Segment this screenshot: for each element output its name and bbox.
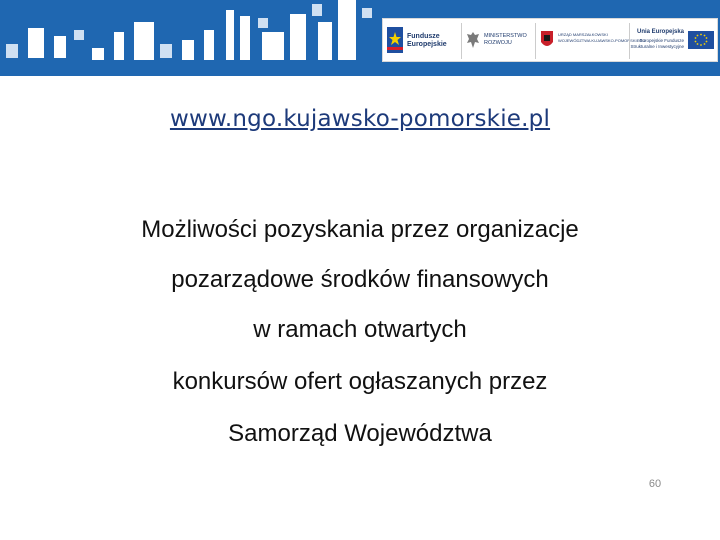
header-decor-square (240, 16, 250, 60)
eu-logo-line2: Europejskie Fundusze (639, 38, 684, 43)
header-decor-square (6, 44, 18, 58)
region-logo-line2: WOJEWÓDZTWA KUJAWSKO-POMORSKIEGO (558, 38, 646, 43)
partner-logos-strip (382, 18, 718, 62)
page-number: 60 (648, 478, 662, 490)
fundusze-europejskie-logo (387, 23, 457, 59)
unia-europejska-logo (629, 23, 716, 59)
eu-flag-icon (688, 31, 714, 49)
header-band (0, 0, 720, 76)
ministry-logo-line1: MINISTERSTWO (484, 33, 527, 39)
header-decor-square (134, 22, 154, 60)
fe-star-icon (387, 27, 403, 53)
header-decor-square (362, 8, 372, 18)
body-text-line-2: pozarządowe środków finansowych (171, 266, 549, 293)
body-text-line-1: Możliwości pozyskania przez organizacje (141, 216, 579, 243)
region-logo (535, 23, 646, 59)
header-decor-square (74, 30, 84, 40)
header-decor-square (312, 4, 322, 16)
fe-logo-line1: Fundusze (407, 33, 440, 40)
website-link[interactable]: www.ngo.kujawsko-pomorskie.pl (169, 106, 551, 132)
body-text-line-3: w ramach otwartych (253, 316, 467, 343)
header-decor-square (28, 28, 44, 58)
ministry-logo-line2: ROZWOJU (484, 40, 512, 46)
fe-logo-line2: Europejskie (407, 41, 447, 48)
body-text-line-4: konkursów ofert ogłaszanych przez (172, 368, 548, 395)
ministerstwo-logo (461, 23, 532, 59)
header-decor-square (226, 10, 234, 60)
header-decor-square (160, 44, 172, 58)
eu-logo-line1: Unia Europejska (636, 29, 684, 35)
header-decor-square (182, 40, 194, 60)
header-decor-square (54, 36, 66, 58)
header-decor-square (318, 22, 332, 60)
eu-logo-line3: Strukturalne i Inwestycyjne (630, 44, 684, 49)
header-decor-square (204, 30, 214, 60)
region-logo-line1: URZĄD MARSZAŁKOWSKI (558, 32, 608, 37)
header-decor-square (290, 14, 306, 60)
region-crest-icon (540, 30, 554, 50)
eagle-emblem-icon (466, 31, 480, 49)
header-decor-square (92, 48, 104, 60)
header-decor-square (262, 32, 284, 60)
header-decor-square (258, 18, 268, 28)
header-decor-square (114, 32, 124, 60)
body-text-line-5: Samorząd Województwa (228, 420, 492, 447)
header-decor-square (338, 0, 356, 60)
